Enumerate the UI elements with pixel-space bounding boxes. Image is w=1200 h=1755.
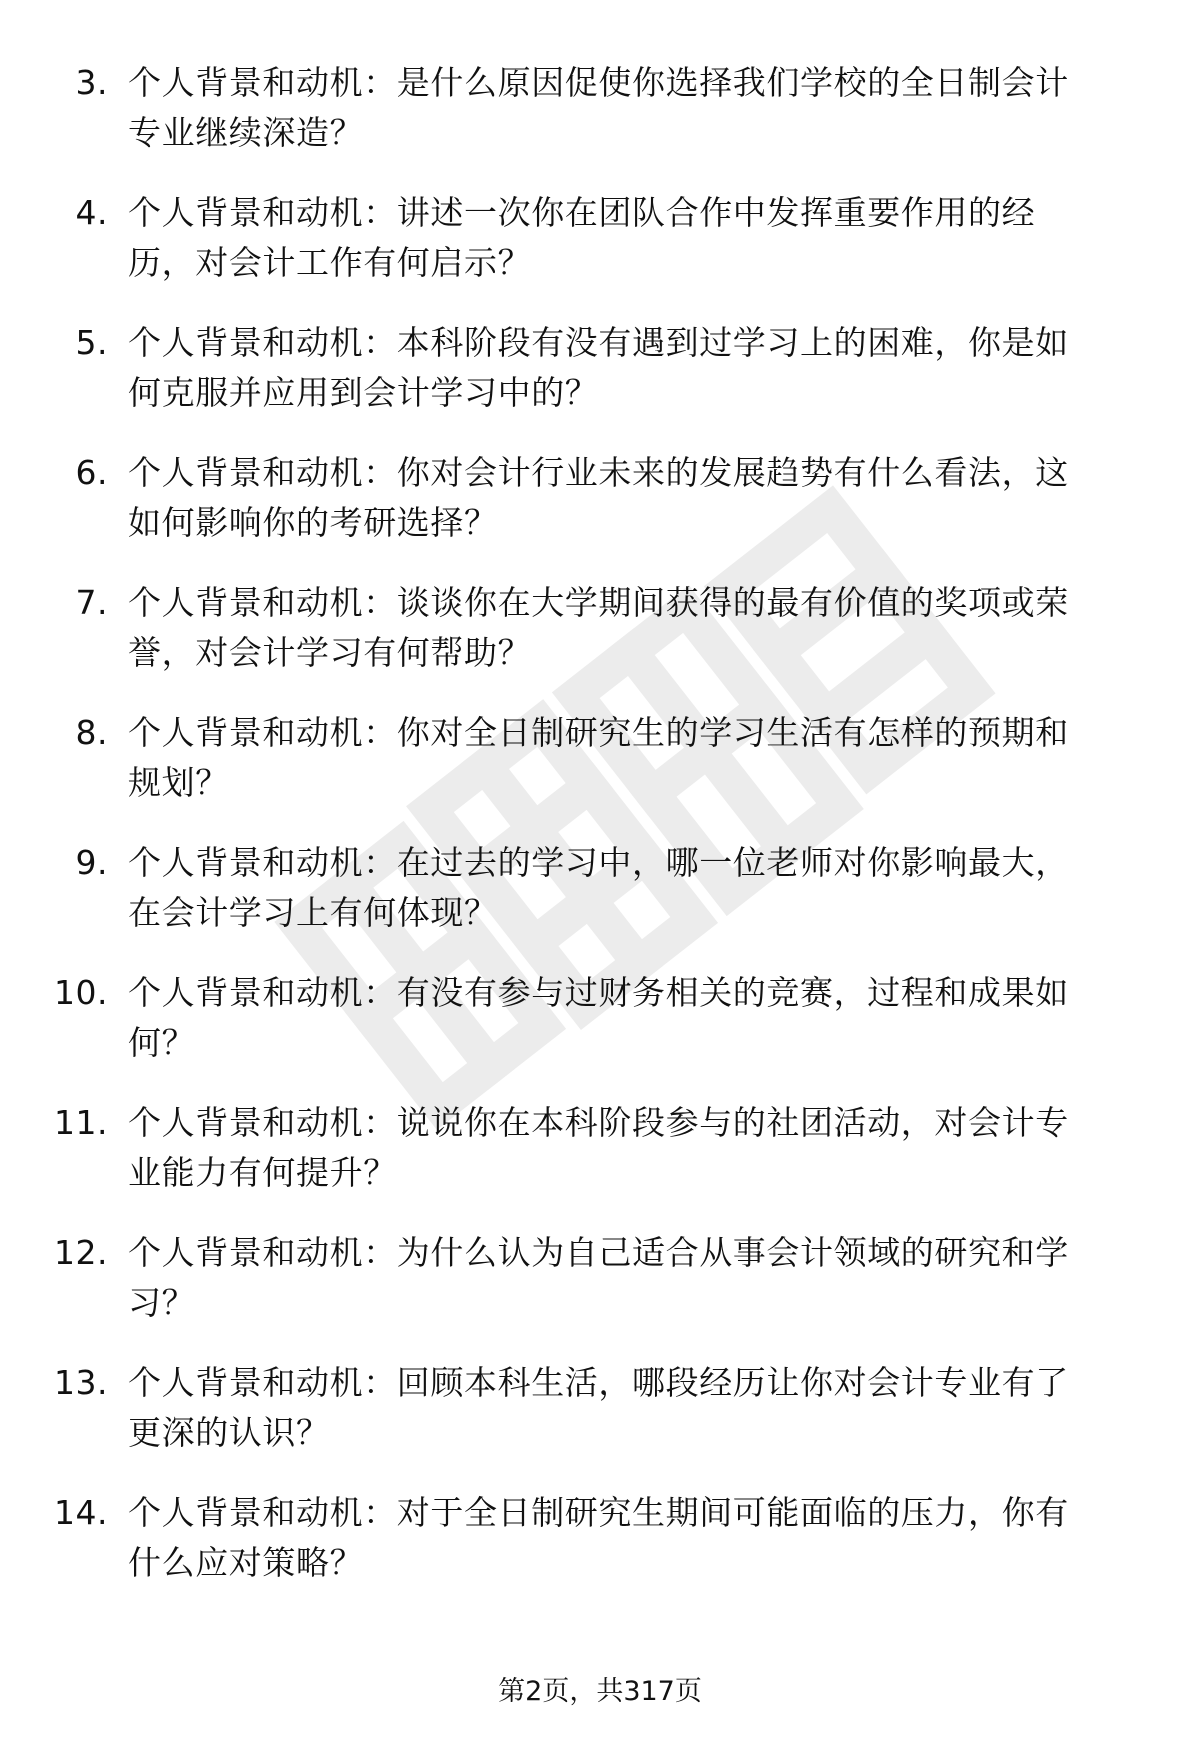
question-number: 3. [75,63,108,102]
list-item [50,1228,1135,1358]
list-item [50,58,1135,188]
question-text-line: 更深的认识？ [128,1413,330,1452]
page-number-label: 第2页，共317页 [498,1676,702,1707]
question-text-line: 个人背景和动机：回顾本科生活，哪段经历让你对会计专业有了 [128,1363,1069,1402]
question-text [128,188,1186,288]
question-number: 5. [75,323,108,362]
question-text-line: 誉，对会计学习有何帮助？ [128,633,532,672]
question-text [128,448,1186,548]
question-text [128,1358,1186,1458]
list-item [50,968,1135,1098]
question-number: 6. [75,453,108,492]
question-text-line: 个人背景和动机：为什么认为自己适合从事会计领域的研究和学 [128,1233,1069,1272]
question-text-line: 个人背景和动机：你对会计行业未来的发展趋势有什么看法，这 [128,453,1069,492]
list-item [50,448,1135,578]
question-number: 9. [75,843,108,882]
question-text [128,968,1186,1068]
question-number: 8. [75,713,108,752]
list-item [50,1358,1135,1488]
question-text-line: 何？ [128,1023,196,1062]
question-text-line: 个人背景和动机：本科阶段有没有遇到过学习上的困难，你是如 [128,323,1069,362]
list-item [50,708,1135,838]
question-text-line: 个人背景和动机：你对全日制研究生的学习生活有怎样的预期和 [128,713,1069,752]
page-footer [0,1672,1200,1712]
question-text-line: 个人背景和动机：是什么原因促使你选择我们学校的全日制会计 [128,63,1069,102]
question-text-line: 个人背景和动机：在过去的学习中，哪一位老师对你影响最大， [128,843,1069,882]
question-text-line: 个人背景和动机：对于全日制研究生期间可能面临的压力，你有 [128,1493,1069,1532]
question-number: 10. [54,973,108,1012]
question-text [128,1488,1186,1588]
list-item [50,318,1135,448]
question-list [50,58,1135,1618]
question-number: 14. [54,1493,108,1532]
list-item [50,1098,1135,1228]
question-text-line: 历，对会计工作有何启示？ [128,243,532,282]
question-text-line: 个人背景和动机：讲述一次你在团队合作中发挥重要作用的经 [128,193,1036,232]
question-text [128,318,1186,418]
question-text-line: 什么应对策略？ [128,1543,364,1582]
question-text [128,838,1186,938]
question-text-line: 个人背景和动机：有没有参与过财务相关的竞赛，过程和成果如 [128,973,1069,1012]
question-text-line: 业能力有何提升？ [128,1153,397,1192]
question-number: 11. [54,1103,108,1142]
question-text [128,708,1186,808]
question-text-line: 规划？ [128,763,229,802]
question-text-line: 专业继续深造？ [128,113,364,152]
list-item [50,1488,1135,1618]
question-text-line: 何克服并应用到会计学习中的？ [128,373,599,412]
question-text [128,1228,1186,1328]
question-text [128,1098,1186,1198]
question-number: 13. [54,1363,108,1402]
question-number: 12. [54,1233,108,1272]
question-text-line: 习？ [128,1283,196,1322]
question-text [128,578,1186,678]
list-item [50,838,1135,968]
question-number: 4. [75,193,108,232]
question-text [128,58,1186,158]
question-text-line: 个人背景和动机：说说你在本科阶段参与的社团活动，对会计专 [128,1103,1069,1142]
list-item [50,578,1135,708]
list-item [50,188,1135,318]
question-text-line: 在会计学习上有何体现？ [128,893,498,932]
question-text-line: 个人背景和动机：谈谈你在大学期间获得的最有价值的奖项或荣 [128,583,1069,622]
question-text-line: 如何影响你的考研选择？ [128,503,498,542]
question-number: 7. [75,583,108,622]
